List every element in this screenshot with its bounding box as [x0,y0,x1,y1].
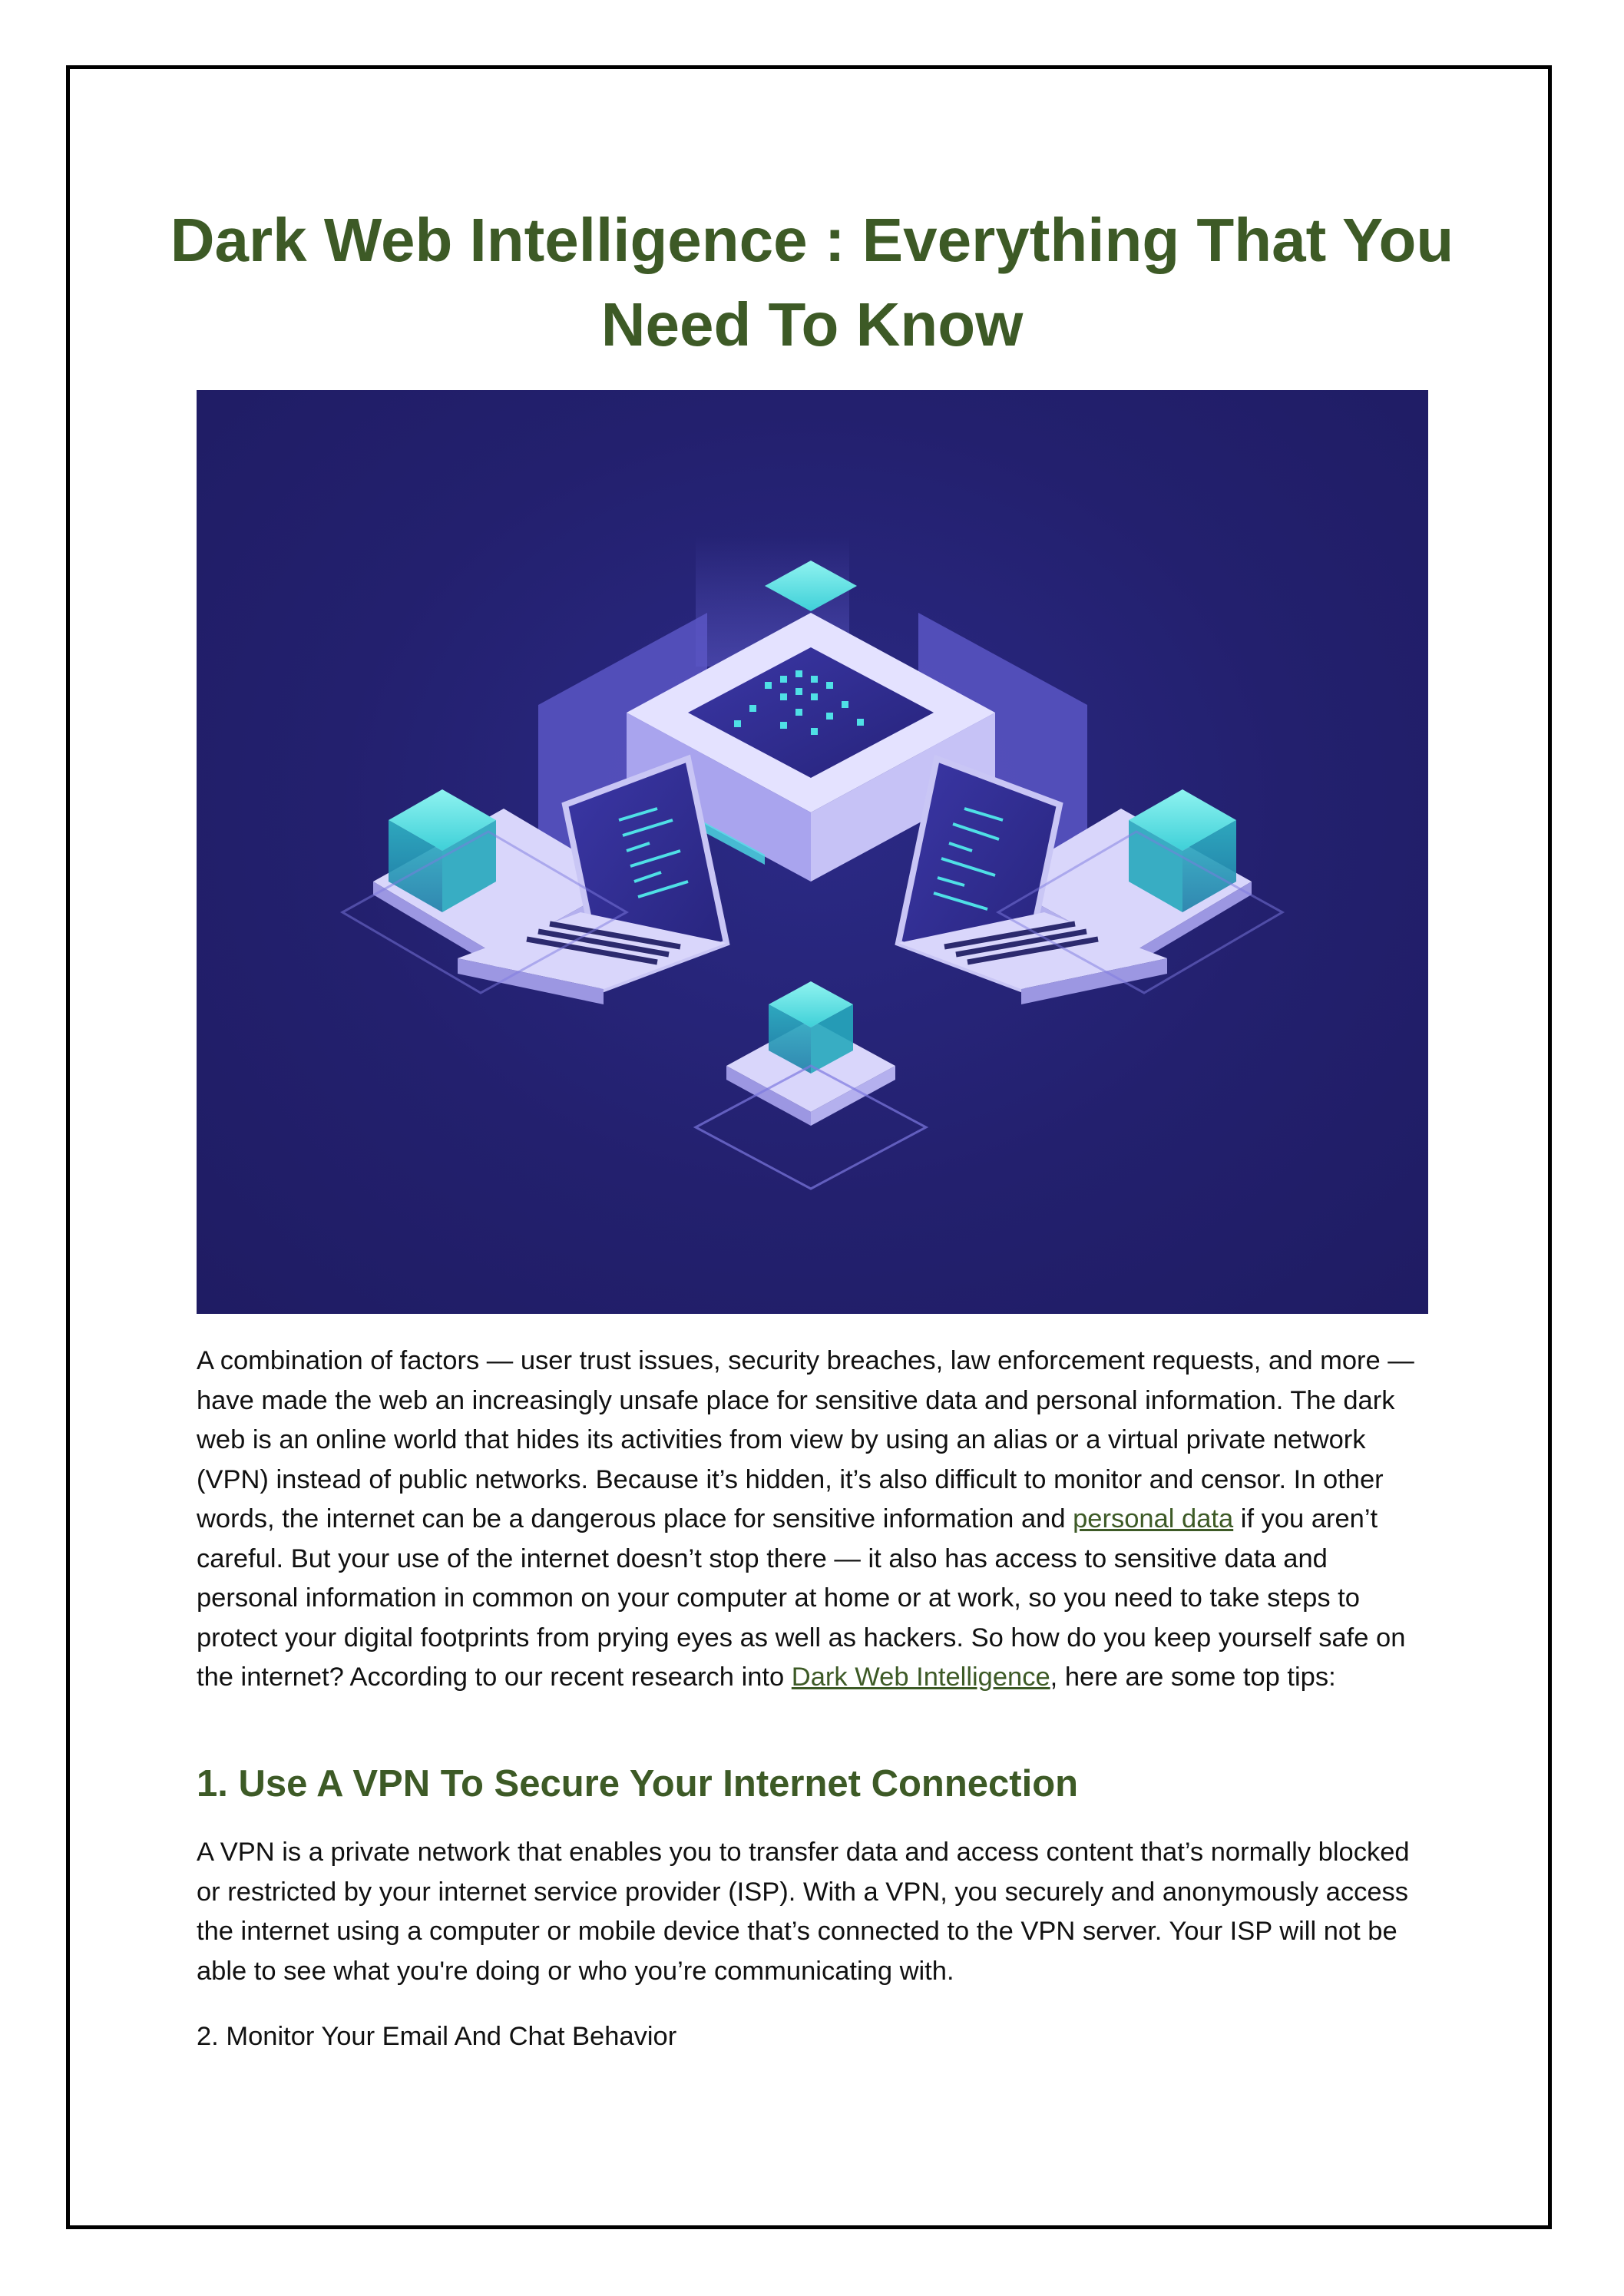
server-laptops-illustration-icon [197,390,1428,1314]
page-title: Dark Web Intelligence : Everything That You Need To Know [170,206,1454,359]
intro-text-part-2: if you aren’t careful. But your use of the internet doesn’t stop there — it also has access to sensitive data and personal information in common on your computer at home or at work, so you need to take steps to protect your digital footprints from prying eyes as well as hackers. So how do you keep yourself safe on the internet? According to our recent research into [197,1504,1406,1692]
personal-data-link[interactable]: personal data [1073,1504,1234,1533]
section-heading-email-chat: 2. Monitor Your Email And Chat Behavior [197,2022,677,2051]
hero-illustration [197,390,1428,1314]
intro-paragraph [197,1342,1428,1698]
intro-text-part-1: A combination of factors — user trust issues, security breaches, law enforcement requests, and more — have made the web an increasingly unsafe place for sensitive data and personal information. The dark web is an online world that hides its activities from view by using an alias or a virtual private network (VPN) instead of public networks. Because it’s hidden, it’s also difficult to monitor and censor. In other words, the internet can be a dangerous place for sensitive information and [197,1346,1414,1533]
dark-web-intelligence-link[interactable]: Dark Web Intelligence [791,1662,1050,1692]
section-heading-vpn: 1. Use A VPN To Secure Your Internet Connection [197,1763,1079,1805]
intro-text-part-3: , here are some top tips: [1050,1662,1336,1692]
vpn-paragraph: A VPN is a private network that enables you to transfer data and access content that’s normally blocked or restricted by your internet service provider (ISP). With a VPN, you securely and anonymously access the internet using a computer or mobile device that’s connected to the VPN server. Your ISP will not be able to see what you're doing or who you’re communicating with. [197,1838,1410,1986]
